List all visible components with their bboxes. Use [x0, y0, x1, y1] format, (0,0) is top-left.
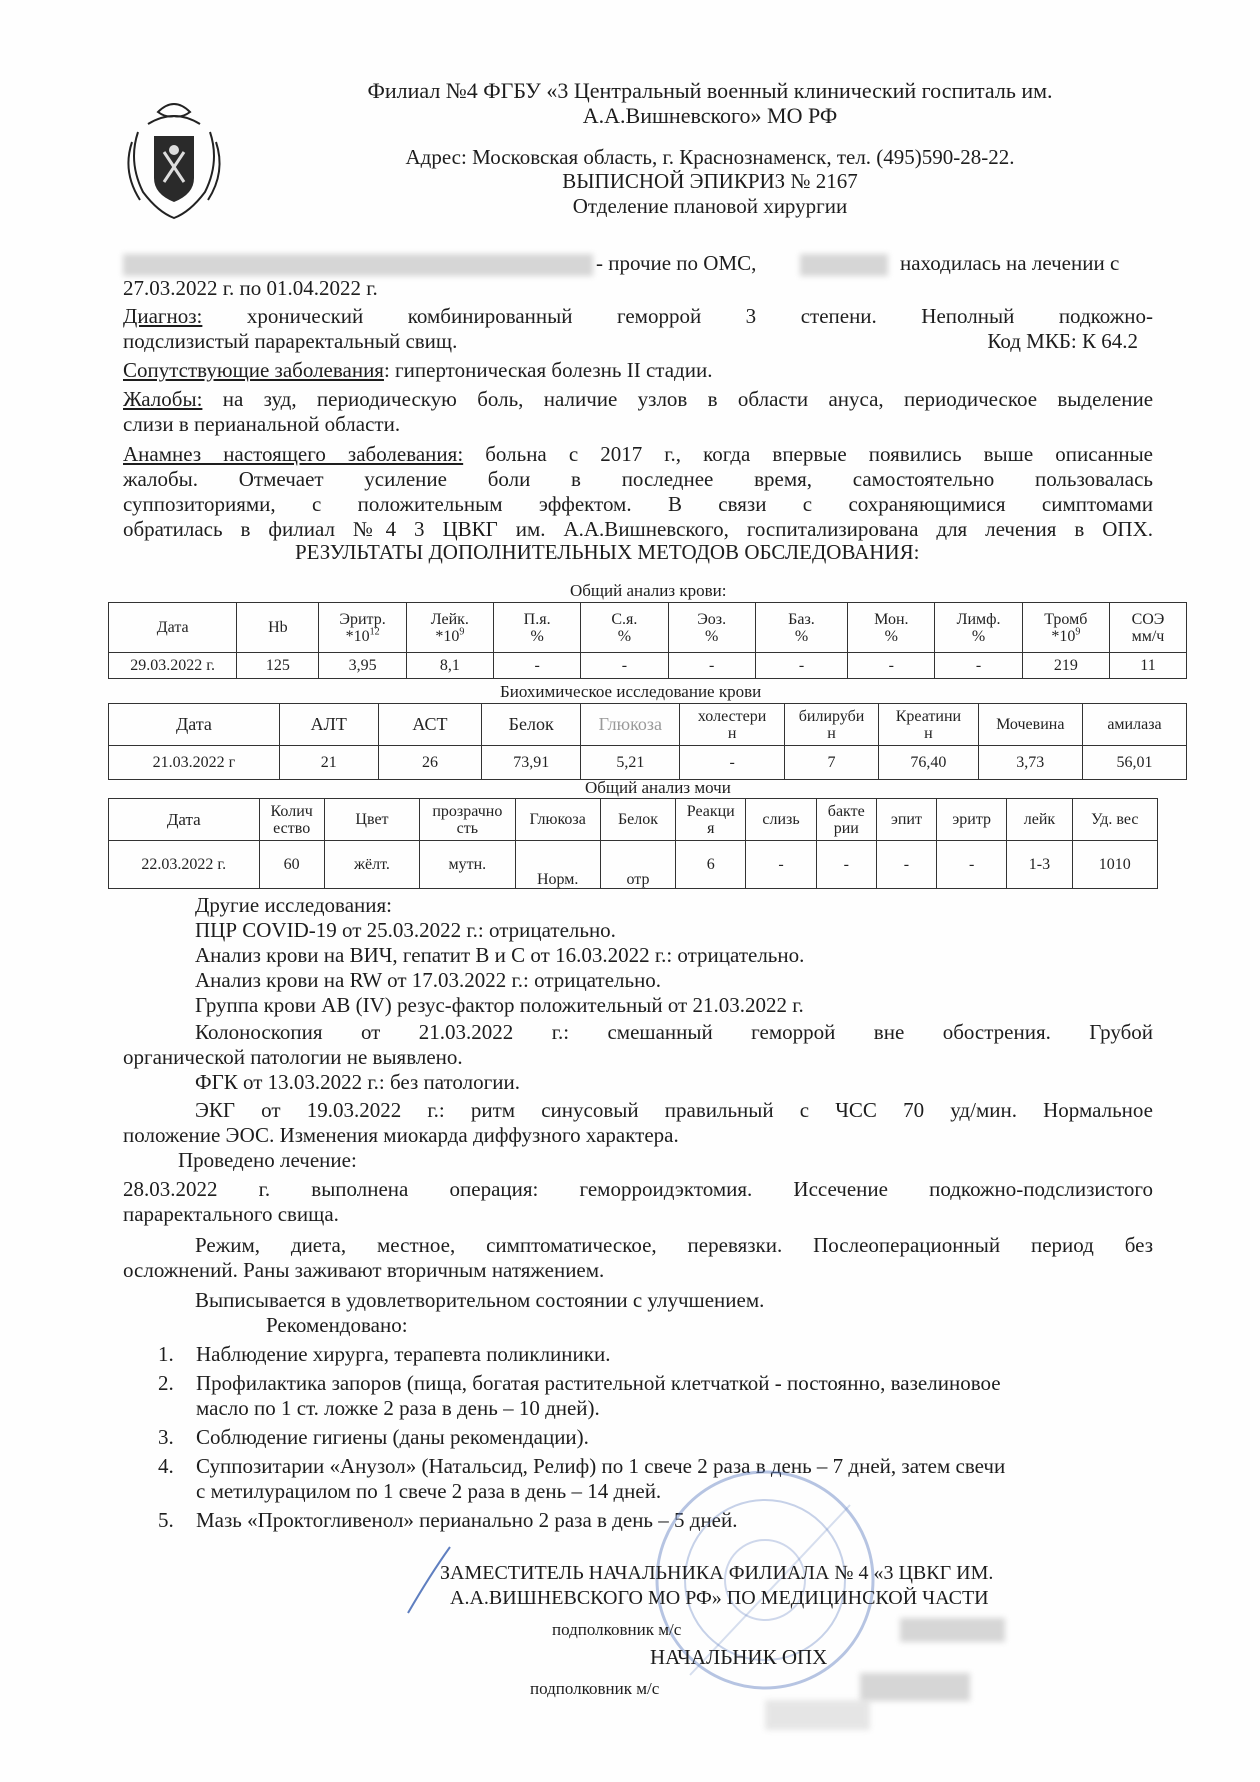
col-bacteria: бакте рии [816, 799, 876, 841]
rw-result: Анализ крови на RW от 17.03.2022 г.: отрицательно. [195, 968, 662, 992]
cell-bilirubin: 7 [784, 746, 878, 780]
ecg-line1: ЭКГ от 19.03.2022 г.: ритм синусовый правильный с ЧСС 70 уд/мин. Нормальное [195, 1098, 1153, 1122]
cell-leukocytes: 8,1 [406, 653, 493, 679]
complaints-label: Жалобы: [123, 387, 203, 411]
col-eosinophils: Эоз. % [668, 603, 755, 653]
anamnesis-line3: суппозиториями, с положительным эффектом. В связи с сохраняющимися симптомами [123, 492, 1153, 516]
col-clarity: прозрачно сть [420, 799, 515, 841]
document-title: ВЫПИСНОЙ ЭПИКРИЗ № 2167 [562, 169, 858, 193]
col-platelets: Тромб $*10^9$ [1022, 603, 1109, 653]
other-studies-title: Другие исследования: [195, 893, 392, 917]
col-amylase: амилаза [1082, 704, 1186, 746]
cell-protein: отр [600, 841, 675, 889]
cell-segmented: - [581, 653, 668, 679]
col-ast: АСТ [378, 704, 482, 746]
head-rank: подполковник м/с [530, 1679, 660, 1698]
list-item-text: Мазь «Проктогливенол» перианально 2 раза в день – 5 дней. [196, 1508, 738, 1532]
table-row [109, 841, 1158, 889]
colonoscopy-line1: Колоноскопия от 21.03.2022 г.: смешанный геморрой вне обострения. Грубой [195, 1020, 1153, 1044]
complaints-line1 [123, 387, 1153, 412]
urine-test-title: Общий анализ мочи [585, 778, 731, 797]
pcr-result: ПЦР COVID-19 от 25.03.2022 г.: отрицательно. [195, 918, 616, 942]
deputy-rank: подполковник м/с [552, 1620, 682, 1639]
col-creatinine: Креатини н [879, 704, 978, 746]
list-item-number: 1. [158, 1342, 174, 1366]
col-alt: АЛТ [279, 704, 378, 746]
col-cholesterol: холестери н [680, 704, 784, 746]
col-quantity: Колич ество [259, 799, 324, 841]
cell-bacteria: - [816, 841, 876, 889]
redacted-signature [765, 1700, 870, 1730]
col-monocytes: Мон. % [848, 603, 935, 653]
stay-text: находилась на лечении с [900, 251, 1120, 275]
table-row [109, 653, 1187, 679]
table-header-row [109, 704, 1187, 746]
anamnesis-line2: жалобы. Отмечает усиление боли в последнее время, самостоятельно пользовалась [123, 467, 1153, 491]
fgs-result: ФГК от 13.03.2022 г.: без патологии. [195, 1070, 520, 1094]
cell-leukocytes: 1-3 [1007, 841, 1072, 889]
cell-monocytes: - [848, 653, 935, 679]
col-band: П.я. % [493, 603, 580, 653]
operation-line1: 28.03.2022 г. выполнена операция: геморроидэктомия. Иссечение подкожно-подслизистого [123, 1177, 1153, 1201]
col-erythrocytes: эритр [937, 799, 1007, 841]
col-bilirubin: билируби н [784, 704, 878, 746]
diagnosis-text-cont: подслизистый параректальный свищ. [123, 329, 458, 353]
col-mucus: слизь [746, 799, 816, 841]
results-title: РЕЗУЛЬТАТЫ ДОПОЛНИТЕЛЬНЫХ МЕТОДОВ ОБСЛЕДОВАНИЯ: [295, 540, 920, 564]
list-item-number: 4. [158, 1454, 174, 1478]
cell-date: 21.03.2022 г [109, 746, 280, 780]
list-item [128, 1342, 1158, 1367]
cell-glucose: Норм. [515, 841, 600, 889]
hospital-name-line1: Филиал №4 ФГБУ «3 Центральный военный клинический госпиталь им. [367, 78, 1053, 103]
col-protein: Белок [482, 704, 581, 746]
list-item-text: Соблюдение гигиены (даны рекомендации). [196, 1425, 589, 1449]
redacted-head-name [860, 1673, 970, 1701]
cell-mucus: - [746, 841, 816, 889]
ecg-line2: положение ЭОС. Изменения миокарда диффузного характера. [123, 1123, 679, 1147]
col-date: Дата [109, 799, 260, 841]
list-item-number: 3. [158, 1425, 174, 1449]
col-date: Дата [109, 704, 280, 746]
list-item [128, 1508, 1158, 1533]
hospital-address: Адрес: Московская область, г. Краснознаменск, тел. (495)590-28-22. [405, 145, 1015, 169]
redacted-birth-year [800, 254, 888, 276]
complaints-text: на зуд, периодическую боль, наличие узлов в области ануса, периодическое выделение [222, 387, 1154, 411]
cell-color: жёлт. [324, 841, 419, 889]
cell-protein: 73,91 [482, 746, 581, 780]
col-specific-gravity: Уд. вес [1072, 799, 1157, 841]
col-epithelium: эпит [876, 799, 936, 841]
col-reaction: Реакци я [676, 799, 746, 841]
cell-alt: 21 [279, 746, 378, 780]
regime-line2: осложнений. Раны заживают вторичным натяжением. [123, 1258, 605, 1282]
col-segmented: С.я. % [581, 603, 668, 653]
cell-glucose: 5,21 [581, 746, 680, 780]
coat-of-arms-icon [118, 92, 230, 222]
anamnesis-text: больна с 2017 г., когда впервые появились выше описанные [485, 442, 1154, 466]
anamnesis-line4: обратилась в филиал №4 3 ЦВКГ им. А.А.Вишневского, госпитализирована для лечения в ОПХ. [123, 517, 1153, 541]
table-header-row [109, 799, 1158, 841]
col-esr: СОЭ мм/ч [1109, 603, 1186, 653]
complaints-line2: слизи в перианальной области. [123, 412, 401, 436]
cell-basophils: - [755, 653, 847, 679]
comorbid-text: : гипертоническая болезнь II стадии. [383, 358, 713, 382]
urine-test-table [108, 798, 1158, 889]
anamnesis-label: Анамнез настоящего заболевания: [123, 442, 464, 466]
department-name: Отделение плановой хирургии [572, 194, 848, 218]
cell-reaction: 6 [676, 841, 746, 889]
comorbid-label: Сопутствующие заболевания [123, 358, 384, 382]
col-date: Дата [109, 603, 237, 653]
cell-lymphocytes: - [935, 653, 1022, 679]
col-protein: Белок [600, 799, 675, 841]
col-leukocytes: лейк [1007, 799, 1072, 841]
treatment-title: Проведено лечение: [178, 1148, 357, 1172]
cell-band: - [493, 653, 580, 679]
deputy-title-line1: ЗАМЕСТИТЕЛЬ НАЧАЛЬНИКА ФИЛИАЛА № 4 «3 ЦВКГ ИМ. [440, 1562, 994, 1584]
diagnosis-text: хронический комбинированный геморрой 3 степени. Неполный подкожно- [246, 304, 1153, 328]
list-item-number: 2. [158, 1371, 174, 1395]
list-item-text: Профилактика запоров (пища, богатая растительной клетчаткой - постоянно, вазелиновое [196, 1371, 1001, 1395]
cell-specific-gravity: 1010 [1072, 841, 1157, 889]
cell-esr: 11 [1109, 653, 1186, 679]
col-leukocytes: Лейк. $*10^9$ [406, 603, 493, 653]
col-hb: Hb [237, 603, 319, 653]
anamnesis-line1 [123, 442, 1153, 467]
cell-cholesterol: - [680, 746, 784, 780]
comorbid-line [123, 358, 1153, 383]
list-item [128, 1425, 1158, 1450]
table-row [109, 746, 1187, 780]
cell-quantity: 60 [259, 841, 324, 889]
diagnosis-line1 [123, 304, 1153, 329]
recommendations-title: Рекомендовано: [266, 1313, 408, 1337]
col-urea: Мочевина [978, 704, 1082, 746]
insurance-text: - прочие по ОМС, [596, 251, 757, 275]
col-basophils: Баз. % [755, 603, 847, 653]
hiv-result: Анализ крови на ВИЧ, гепатит В и С от 16.03.2022 г.: отрицательно. [195, 943, 805, 967]
cell-date: 22.03.2022 г. [109, 841, 260, 889]
recommendations-list [128, 1342, 1158, 1537]
cell-erythrocytes: - [937, 841, 1007, 889]
cell-erythrocytes: 3,95 [319, 653, 406, 679]
blood-test-table [108, 602, 1187, 679]
biochem-table [108, 703, 1187, 780]
cell-amylase: 56,01 [1082, 746, 1186, 780]
col-color: Цвет [324, 799, 419, 841]
icd-code: Код МКБ: К 64.2 [987, 329, 1138, 353]
cell-clarity: мутн. [420, 841, 515, 889]
blood-group: Группа крови AB (IV) резус-фактор положительный от 21.03.2022 г. [195, 993, 804, 1017]
col-erythrocytes: Эритр. $*10^{12}$ [319, 603, 406, 653]
col-glucose: Глюкоза [581, 704, 680, 746]
list-item-text: Наблюдение хирурга, терапевта поликлиники. [196, 1342, 611, 1366]
cell-creatinine: 76,40 [879, 746, 978, 780]
biochem-title: Биохимическое исследование крови [500, 682, 762, 701]
diagnosis-line2 [123, 329, 1153, 354]
cell-ast: 26 [378, 746, 482, 780]
diagnosis-label: Диагноз: [123, 304, 203, 328]
blood-test-title: Общий анализ крови: [570, 581, 727, 600]
list-item-text-cont: с метилурацилом по 1 свече 2 раза в день – 14 дней. [196, 1479, 662, 1503]
list-item-text-cont: масло по 1 ст. ложке 2 раза в день – 10 дней). [196, 1396, 600, 1420]
regime-line1: Режим, диета, местное, симптоматическое, перевязки. Послеоперационный период без [195, 1233, 1153, 1257]
discharge-status: Выписывается в удовлетворительном состоянии с улучшением. [195, 1288, 765, 1312]
cell-eosinophils: - [668, 653, 755, 679]
list-item-number: 5. [158, 1508, 174, 1532]
list-item-text: Суппозитарии «Анузол» (Натальсид, Релиф) по 1 свече 2 раза в день – 7 дней, затем свечи [196, 1454, 1006, 1478]
redacted-deputy-name [900, 1618, 1005, 1642]
col-glucose: Глюкоза [515, 799, 600, 841]
deputy-title-line2: А.А.ВИШНЕВСКОГО МО РФ» ПО МЕДИЦИНСКОЙ ЧАСТИ [450, 1587, 989, 1609]
cell-platelets: 219 [1022, 653, 1109, 679]
colonoscopy-line2: органической патологии не выявлено. [123, 1045, 463, 1069]
col-lymphocytes: Лимф. % [935, 603, 1022, 653]
cell-date: 29.03.2022 г. [109, 653, 237, 679]
cell-urea: 3,73 [978, 746, 1082, 780]
head-title: НАЧАЛЬНИК ОПХ [650, 1645, 828, 1669]
table-header-row [109, 603, 1187, 653]
list-item [128, 1371, 1158, 1421]
cell-hb: 125 [237, 653, 319, 679]
stay-dates: 27.03.2022 г. по 01.04.2022 г. [123, 276, 378, 300]
cell-epithelium: - [876, 841, 936, 889]
list-item [128, 1454, 1158, 1504]
redacted-patient-name [123, 254, 593, 276]
hospital-name-line2: А.А.Вишневского» МО РФ [582, 103, 838, 128]
operation-line2: параректального свища. [123, 1202, 339, 1226]
